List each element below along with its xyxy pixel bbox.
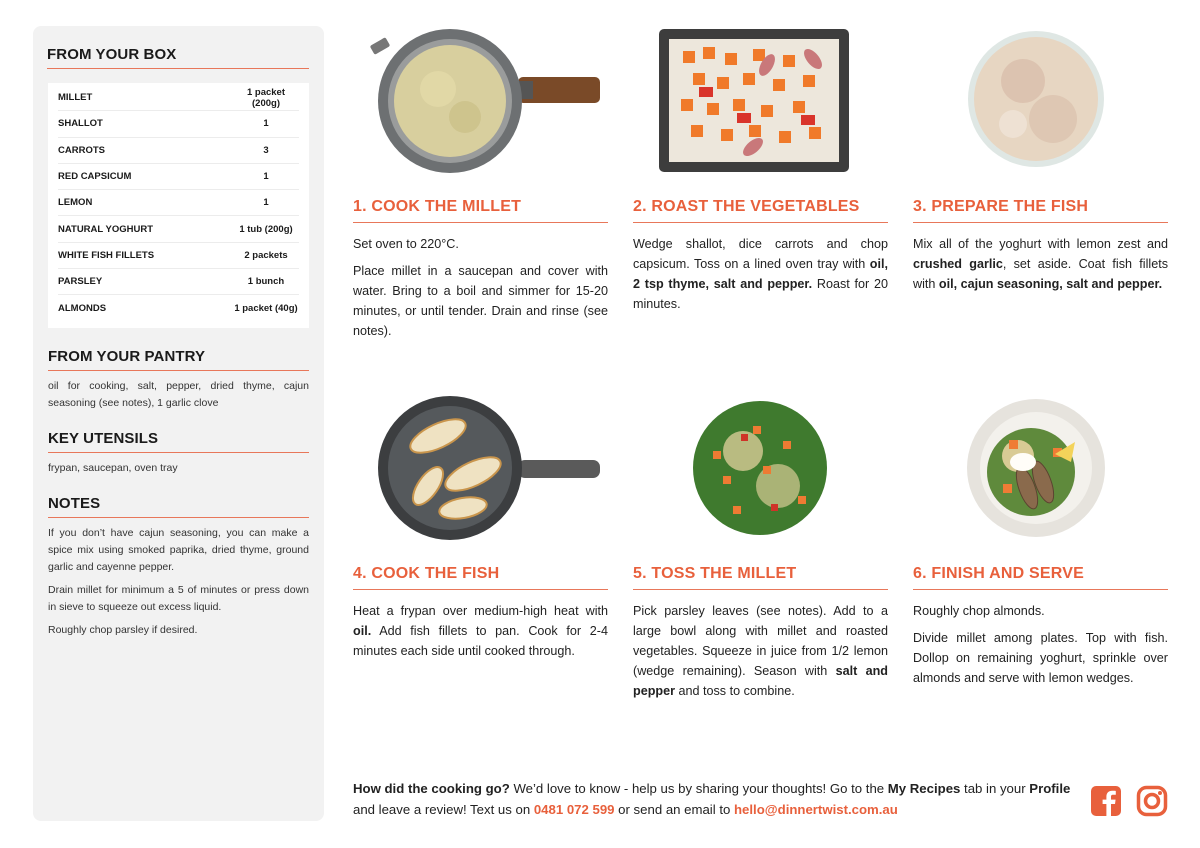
step-bold-run: oil. <box>353 624 372 638</box>
profile-link[interactable]: Profile <box>1029 781 1071 796</box>
table-row <box>58 85 299 111</box>
step-text-run: Add fish fillets to pan. Cook for 2-4 minutes each side until cooked through. <box>353 624 608 658</box>
step-paragraph: Roughly chop almonds. <box>913 604 1045 618</box>
coated-fish-bowl-photo <box>913 26 1168 176</box>
step-text-run: Wedge shallot, dice carrots and chop capsicum. Toss on a lined oven tray with <box>633 237 888 271</box>
step-paragraph <box>633 234 888 314</box>
ingredients-table <box>48 83 309 328</box>
step-6 <box>913 393 1168 695</box>
step-paragraph: Place millet in a saucepan and cover with water. Bring to a boil and simmer for 15-20 minutes, or until tender. Drain and rinse (see notes). <box>353 264 608 338</box>
from-your-box-heading: FROM YOUR BOX <box>47 46 309 69</box>
step-paragraph <box>353 601 608 661</box>
step-text-run: and toss to combine. <box>675 684 795 698</box>
step-text-run: Roast for 20 minutes. <box>633 277 888 311</box>
ingredient-qty: 1 <box>263 171 269 183</box>
table-row <box>58 164 299 190</box>
ingredient-qty: 3 <box>263 144 269 156</box>
ingredient-name: RED CAPSICUM <box>58 171 132 183</box>
step-text <box>633 234 888 314</box>
step-text <box>353 601 608 661</box>
millet-sieve-photo <box>353 26 608 176</box>
step-bold-run: oil, 2 tsp thyme, salt and pepper. <box>633 257 888 291</box>
table-row <box>58 138 299 164</box>
ingredient-qty: 1 packet (200g) <box>246 86 286 109</box>
step-bold-run: oil, cajun seasoning, salt and pepper. <box>938 277 1163 291</box>
step-1 <box>353 26 608 348</box>
step-text <box>913 234 1168 294</box>
table-row <box>58 243 299 269</box>
phone-link[interactable]: 0481 072 599 <box>533 802 615 817</box>
sidebar <box>33 26 324 821</box>
footer-text: and leave a review! Text us on <box>353 802 534 817</box>
ingredient-qty: 1 <box>263 197 269 209</box>
millet-salad-bowl-photo <box>633 393 888 543</box>
step-paragraph: Divide millet among plates. Top with fish. Dollop on remaining yoghurt, sprinkle over almonds and serve with lemon wedges. <box>913 631 1168 685</box>
table-row <box>58 190 299 216</box>
finished-dish-photo <box>913 393 1168 543</box>
notes-list <box>48 525 309 639</box>
ingredient-name: ALMONDS <box>58 303 107 315</box>
my-recipes-link[interactable]: My Recipes <box>887 781 961 796</box>
step-text <box>913 601 1168 688</box>
feedback-footer <box>353 778 1073 820</box>
social-links <box>1090 785 1168 817</box>
step-title: 1. COOK THE MILLET <box>353 198 608 223</box>
ingredient-name: WHITE FISH FILLETS <box>58 249 155 261</box>
pantry-text: oil for cooking, salt, pepper, dried thyme, cajun seasoning (see notes), 1 garlic clove <box>48 379 309 409</box>
table-row <box>58 269 299 295</box>
step-paragraph <box>633 601 888 701</box>
notes-heading: NOTES <box>48 495 309 518</box>
step-paragraph: Set oven to 220°C. <box>353 237 459 251</box>
step-title: 3. PREPARE THE FISH <box>913 198 1168 223</box>
fish-frypan-photo <box>353 393 608 543</box>
ingredient-qty: 1 bunch <box>247 276 285 288</box>
step-3 <box>913 26 1168 301</box>
ingredient-name: CARROTS <box>58 144 105 156</box>
ingredient-name: SHALLOT <box>58 118 103 130</box>
table-row <box>58 216 299 242</box>
footer-text: We’d love to know - help us by sharing your thoughts! Go to the <box>509 781 888 796</box>
table-row <box>58 111 299 137</box>
step-text <box>633 601 888 701</box>
roasted-vegetables-tray-photo <box>633 26 888 176</box>
instagram-icon[interactable] <box>1136 785 1168 817</box>
step-text-run: , set aside. Coat fish fillets with <box>913 257 1168 291</box>
footer-question: How did the cooking go? <box>353 781 510 796</box>
email-link[interactable]: hello@dinnertwist.com.au <box>734 802 898 817</box>
step-title: 5. TOSS THE MILLET <box>633 565 888 590</box>
from-your-pantry-heading: FROM YOUR PANTRY <box>48 348 309 371</box>
ingredient-qty: 1 <box>263 118 269 130</box>
step-5 <box>633 393 888 708</box>
step-title: 6. FINISH AND SERVE <box>913 565 1168 590</box>
note-item: Roughly chop parsley if desired. <box>48 623 198 636</box>
step-text <box>353 234 608 341</box>
utensils-text: frypan, saucepan, oven tray <box>48 461 178 474</box>
step-2 <box>633 26 888 321</box>
ingredient-name: NATURAL YOGHURT <box>58 223 153 235</box>
note-item: Drain millet for minimum a 5 of minutes or press down in sieve to squeeze out excess liquid. <box>48 583 309 613</box>
step-text-run: Mix all of the yoghurt with lemon zest and <box>913 237 1168 251</box>
ingredient-name: PARSLEY <box>58 276 103 288</box>
ingredient-qty: 1 packet (40g) <box>234 303 298 315</box>
step-paragraph <box>913 234 1168 294</box>
table-row <box>58 295 299 321</box>
note-item: If you don’t have cajun seasoning, you can make a spice mix using smoked paprika, dried thyme, ground garlic and cayenne pepper. <box>48 526 309 573</box>
step-title: 4. COOK THE FISH <box>353 565 608 590</box>
footer-text: tab in your <box>960 781 1030 796</box>
step-text-run: Heat a frypan over medium-high heat with <box>353 604 608 618</box>
ingredient-name: MILLET <box>58 92 93 104</box>
facebook-icon[interactable] <box>1090 785 1122 817</box>
ingredient-qty: 1 tub (200g) <box>239 223 293 235</box>
step-bold-run: salt and pepper <box>633 664 888 698</box>
ingredient-qty: 2 packets <box>244 249 288 261</box>
ingredient-name: LEMON <box>58 197 93 209</box>
key-utensils-heading: KEY UTENSILS <box>48 430 309 453</box>
footer-text: or send an email to <box>614 802 734 817</box>
step-text-run: Pick parsley leaves (see notes). Add to a large bowl along with millet and roasted vegetables. Squeeze in juice from 1/2 lemon (wedge remaining). Season with <box>633 604 888 678</box>
step-4 <box>353 393 608 668</box>
step-bold-run: crushed garlic <box>913 257 1003 271</box>
step-title: 2. ROAST THE VEGETABLES <box>633 198 888 223</box>
